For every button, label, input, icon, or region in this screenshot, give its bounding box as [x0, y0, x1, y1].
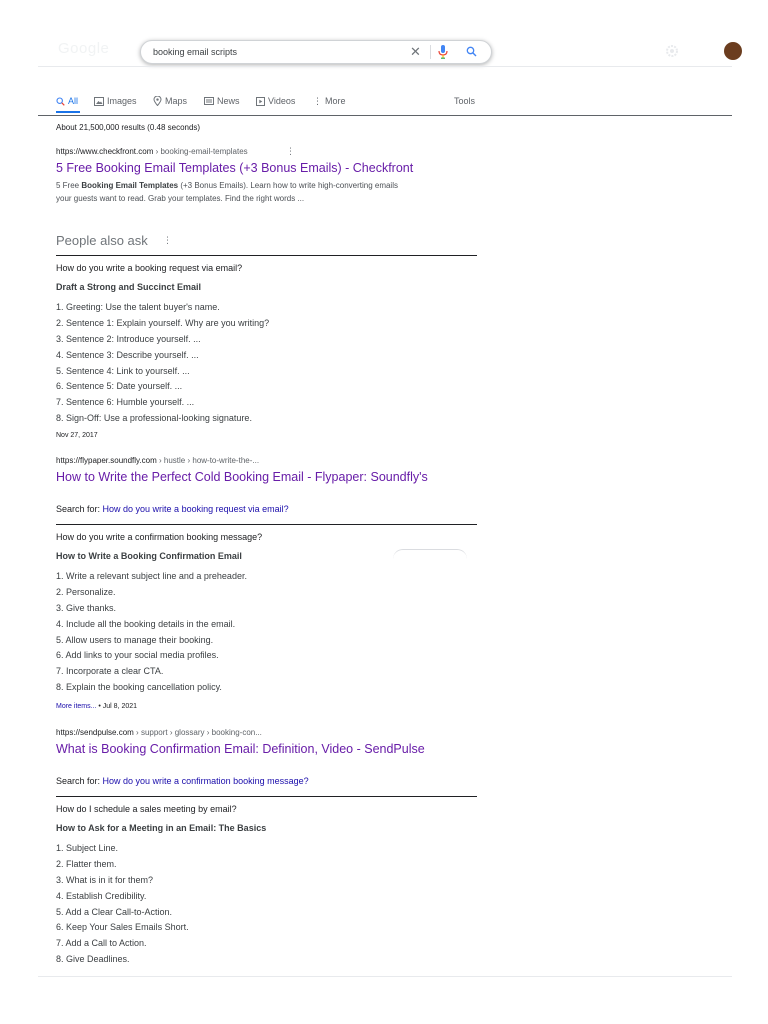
gear-icon[interactable] — [664, 43, 680, 59]
list-item: 3. Sentence 2: Introduce yourself. ... — [56, 333, 201, 344]
paa-date: Nov 27, 2017 — [56, 432, 98, 439]
list-item: 6. Sentence 5: Date yourself. ... — [56, 381, 183, 392]
more-items-link[interactable]: More items... — [56, 703, 97, 710]
list-item: 8. Sign-Off: Use a professional-looking signature. — [56, 413, 252, 424]
header-divider — [38, 66, 732, 67]
list-item: 7. Incorporate a clear CTA. — [56, 666, 164, 677]
paa-date: • Jul 8, 2021 — [96, 703, 138, 710]
list-item: 5. Allow users to manage their booking. — [56, 634, 214, 645]
paa-question[interactable]: How do I schedule a sales meeting by email? — [56, 804, 237, 814]
paa-answer-list — [56, 300, 269, 427]
paa-heading: People also ask — [56, 233, 148, 248]
list-item: 3. What is in it for them? — [56, 874, 154, 885]
list-item: 1. Subject Line. — [56, 843, 119, 853]
list-item: 2. Sentence 1: Explain yourself. Why are you writing? — [56, 317, 270, 328]
tools-button[interactable] — [454, 95, 475, 107]
avatar[interactable] — [724, 42, 742, 60]
video-icon — [256, 97, 265, 106]
search-icon — [56, 97, 65, 106]
tab-all[interactable] — [56, 95, 78, 107]
search-box-divider — [430, 45, 431, 59]
list-item: 6. Keep Your Sales Emails Short. — [56, 922, 189, 933]
paa-answer-heading: How to Ask for a Meeting in an Email: The Basics — [56, 823, 267, 833]
tab-more-label: More — [325, 96, 346, 106]
paa-question[interactable]: How do you write a confirmation booking message? — [56, 532, 263, 542]
tab-maps-label: Maps — [165, 96, 188, 106]
paa-source-path: › support › glossary › booking-con... — [133, 728, 262, 737]
list-item: 8. Explain the booking cancellation policy. — [56, 682, 222, 693]
google-logo[interactable]: Google — [58, 40, 110, 57]
tabs-divider — [38, 115, 732, 116]
result-stats: About 21,500,000 results (0.48 seconds) — [56, 123, 201, 132]
result-snippet-line: 5 Free Booking Email Templates (+3 Bonus Emails). Learn how to write high-converting emails — [56, 181, 398, 190]
active-tab-indicator — [56, 111, 80, 113]
paa-source-domain: https://sendpulse.com — [56, 728, 134, 737]
list-item: 3. Give thanks. — [56, 602, 117, 613]
search-for-link[interactable]: How do you write a booking request via email? — [102, 504, 289, 514]
search-for-label: Search for: — [56, 776, 103, 786]
tools-label: Tools — [454, 96, 476, 106]
paa-answer-heading: Draft a Strong and Succinct Email — [56, 282, 202, 292]
more-options-icon[interactable]: ⋮ — [286, 146, 295, 156]
result-url[interactable] — [56, 147, 248, 156]
paa-source-path: › hustle › how-to-write-the-... — [156, 456, 260, 465]
paa-answer-list — [56, 841, 189, 968]
paa-answer-heading: How to Write a Booking Confirmation Email — [56, 551, 242, 561]
paa-divider — [56, 524, 477, 525]
list-item: 4. Establish Credibility. — [56, 890, 147, 901]
search-icon[interactable] — [466, 46, 477, 57]
paa-source-title[interactable]: How to Write the Perfect Cold Booking Email - Flypaper: Soundfly's — [56, 470, 428, 484]
list-item: 6. Add links to your social media profiles. — [56, 650, 219, 661]
more-options-icon[interactable]: ⋮ — [163, 235, 172, 245]
list-item: 2. Flatter them. — [56, 858, 117, 869]
tab-images-label: Images — [107, 96, 137, 106]
list-item: 4. Sentence 3: Describe yourself. ... — [56, 349, 199, 360]
tab-news-label: News — [217, 96, 240, 106]
result-url-domain: https://www.checkfront.com — [56, 147, 154, 156]
list-item: 5. Add a Clear Call-to-Action. — [56, 906, 173, 917]
paa-source-domain: https://flypaper.soundfly.com — [56, 456, 157, 465]
list-item: 1. Write a relevant subject line and a preheader. — [56, 571, 247, 581]
search-for-link[interactable]: How do you write a confirmation booking message? — [102, 776, 309, 786]
news-icon — [204, 97, 214, 105]
tab-all-label: All — [68, 96, 79, 106]
list-item: 2. Personalize. — [56, 586, 116, 597]
list-item: 5. Sentence 4: Link to yourself. ... — [56, 365, 190, 376]
paa-answer-list — [56, 569, 247, 696]
result-snippet-line: your guests want to read. Grab your templates. Find the right words ... — [56, 194, 305, 203]
list-item: 8. Give Deadlines. — [56, 954, 130, 965]
tab-images[interactable] — [94, 95, 137, 107]
search-input[interactable] — [153, 44, 398, 60]
feedback-pill — [393, 549, 467, 560]
result-title[interactable]: 5 Free Booking Email Templates (+3 Bonus Emails) - Checkfront — [56, 161, 414, 175]
paa-source-title[interactable]: What is Booking Confirmation Email: Definition, Video - SendPulse — [56, 742, 425, 756]
paa-divider — [56, 255, 477, 256]
paa-question[interactable]: How do you write a booking request via email? — [56, 263, 243, 273]
clear-icon[interactable]: ✕ — [410, 44, 421, 59]
paa-meta — [56, 703, 137, 710]
paa-source-url[interactable] — [56, 728, 262, 737]
tab-maps[interactable] — [153, 95, 187, 107]
microphone-icon[interactable] — [438, 45, 448, 59]
image-icon — [94, 97, 104, 106]
paa-search-for — [56, 504, 289, 514]
tab-videos-label: Videos — [268, 96, 296, 106]
list-item: 7. Add a Call to Action. — [56, 938, 147, 949]
search-box — [140, 40, 492, 64]
list-item: 7. Sentence 6: Humble yourself. ... — [56, 397, 195, 408]
list-item: 1. Greeting: Use the talent buyer's name. — [56, 302, 220, 312]
paa-search-for — [56, 776, 309, 786]
paa-divider — [56, 796, 477, 797]
result-url-path: › booking-email-templates — [153, 147, 248, 156]
tab-more[interactable] — [313, 95, 346, 107]
page-bottom-divider — [38, 976, 732, 977]
result-snippet — [56, 179, 456, 205]
tab-videos[interactable] — [256, 95, 295, 107]
list-item: 4. Include all the booking details in the email. — [56, 618, 236, 629]
search-for-label: Search for: — [56, 504, 103, 514]
more-vert-icon: ⋮ — [313, 95, 322, 106]
tab-news[interactable] — [204, 95, 240, 107]
map-pin-icon — [153, 96, 162, 106]
paa-source-url[interactable] — [56, 456, 259, 465]
